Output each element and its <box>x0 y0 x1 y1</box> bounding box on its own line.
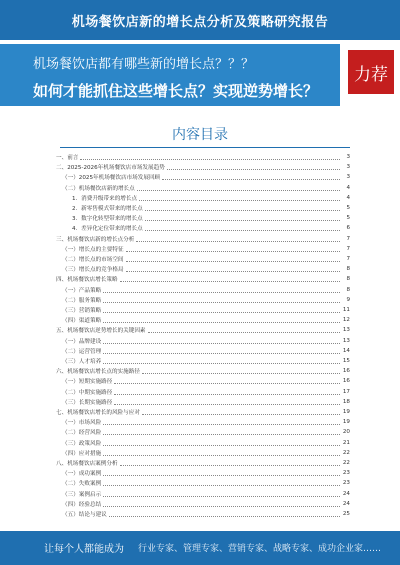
toc-leader-dots <box>103 480 340 486</box>
toc-entry[interactable] <box>62 346 350 356</box>
toc-entry-text: （三）营销策略 <box>62 308 102 314</box>
toc-entry-text: （二）运营管理 <box>62 348 102 355</box>
toc-entry[interactable] <box>62 509 350 519</box>
toc-entry[interactable] <box>62 478 350 488</box>
toc-entry-page: 9 <box>346 296 350 303</box>
toc-entry[interactable] <box>62 499 350 509</box>
toc-leader-dots <box>103 419 340 425</box>
report-title: 机场餐饮店新的增长点分析及策略研究报告 <box>71 14 329 30</box>
toc-entry-page: 22 <box>342 460 350 466</box>
toc-entry-page: 7 <box>346 235 350 242</box>
question-line-2: 如何才能抓住这些增长点？实现逆势增长？ <box>33 82 319 100</box>
toc-leader-dots <box>142 368 340 374</box>
toc-entry[interactable] <box>62 427 350 437</box>
toc-entry[interactable] <box>56 152 350 162</box>
toc-entry-text: 1．消费升级带来的增长点 <box>72 195 138 202</box>
toc-entry-text: 七、机场餐饮店增长的风险与应对 <box>56 410 140 416</box>
toc-entry-page: 16 <box>342 378 350 385</box>
toc-entry-page: 6 <box>346 225 350 232</box>
recommend-badge <box>348 50 394 94</box>
toc-leader-dots <box>109 511 340 517</box>
toc-entry[interactable] <box>62 305 350 315</box>
toc-entry-text: （一）市场风险 <box>62 420 102 427</box>
toc-entry-page: 5 <box>346 215 350 222</box>
toc-leader-dots <box>103 470 340 476</box>
toc-leader-dots <box>103 429 340 435</box>
toc-leader-dots <box>136 236 340 242</box>
toc-leader-dots <box>103 440 340 446</box>
toc-entry-text: （一）短期实施路径 <box>62 379 113 386</box>
toc-entry[interactable] <box>56 407 350 417</box>
toc-entry-text: （二）失败案例 <box>62 481 102 488</box>
toc-entry-text: （三）案例启示 <box>62 491 102 498</box>
toc-leader-dots <box>167 164 340 170</box>
toc-leader-dots <box>139 195 340 201</box>
toc-leader-dots <box>148 327 340 333</box>
toc-leader-dots <box>114 389 340 395</box>
toc-entry-page: 3 <box>346 154 350 160</box>
toc-entry-page: 3 <box>346 164 350 171</box>
toc-entry-page: 15 <box>342 358 350 364</box>
toc-leader-dots <box>120 460 340 466</box>
toc-entry-text: （二）经营风险 <box>62 430 102 437</box>
toc-entry-text: （二）机场餐饮店新的增长点 <box>62 185 135 192</box>
toc-entry[interactable] <box>72 203 350 213</box>
toc-entry-page: 3 <box>346 174 350 181</box>
toc-entry-text: （三）政策风险 <box>62 440 102 447</box>
toc-entry-text: 五、机场餐饮店逆势增长的关键因素 <box>56 328 146 335</box>
toc-entry-page: 11 <box>342 307 350 313</box>
toc-entry-text: （三）增长点的竞争格局 <box>62 267 124 274</box>
toc-entry-text: （一）成功案例 <box>62 471 102 478</box>
toc-entry[interactable] <box>62 489 350 499</box>
toc-entry-page: 24 <box>342 490 350 497</box>
toc-entry-text: 3．数字化转型带来的增长点 <box>72 216 143 223</box>
toc-entry[interactable] <box>62 376 350 386</box>
toc-entry-text: （二）增长点的市场空间 <box>62 257 124 263</box>
toc-entry[interactable] <box>62 315 350 325</box>
toc-entry[interactable] <box>62 183 350 193</box>
toc-entry[interactable] <box>62 336 350 346</box>
toc-title: 内容目录 <box>172 127 228 143</box>
toc-leader-dots <box>103 297 340 303</box>
toc-entry[interactable] <box>56 234 350 244</box>
toc-entry[interactable] <box>62 448 350 458</box>
toc-entry-page: 8 <box>346 286 350 293</box>
toc-entry-text: （一）产品策略 <box>62 287 102 294</box>
toc-entry-page: 14 <box>342 347 350 354</box>
toc-leader-dots <box>126 266 340 272</box>
toc-leader-dots <box>80 154 340 160</box>
footer-slogan: 让每个人都能成为 <box>44 544 124 555</box>
toc-entry-page: 23 <box>342 470 350 477</box>
toc-leader-dots <box>120 276 340 282</box>
toc-entry-text: （一）2025年机场餐饮店市场发展回顾 <box>62 175 161 182</box>
toc-entry[interactable] <box>62 254 350 264</box>
toc-entry[interactable] <box>62 468 350 478</box>
toc-entry-text: （四）经验总结 <box>62 501 102 508</box>
toc-entry[interactable] <box>62 172 350 182</box>
toc-entry-text: 三、机场餐饮店新的增长点分析 <box>56 236 135 243</box>
toc-entry-text: 二、2025-2026年机场餐饮店市场发展趋势 <box>56 165 165 172</box>
toc-entry[interactable] <box>72 193 350 203</box>
toc-leader-dots <box>103 287 340 293</box>
toc-entry-page: 7 <box>346 256 350 262</box>
toc-entry[interactable] <box>56 458 350 468</box>
toc-leader-dots <box>145 215 340 221</box>
toc-leader-dots <box>114 378 340 384</box>
toc-leader-dots <box>145 225 340 231</box>
toc-entry-page: 19 <box>342 409 350 415</box>
toc-entry-page: 7 <box>346 245 350 252</box>
toc-entry[interactable] <box>72 223 350 233</box>
toc-leader-dots <box>103 501 340 507</box>
toc-leader-dots <box>114 399 340 405</box>
toc-leader-dots <box>145 205 340 211</box>
toc-entry-page: 13 <box>342 337 350 344</box>
toc-entry[interactable] <box>56 274 350 284</box>
toc-entry-page: 25 <box>342 511 350 517</box>
toc-entry-text: （四）渠道策略 <box>62 318 102 325</box>
toc-entry-page: 4 <box>346 184 350 191</box>
toc-entry-text: 4．差异化定位带来的增长点 <box>72 226 143 233</box>
toc-entry[interactable] <box>56 162 350 172</box>
toc-leader-dots <box>103 317 340 323</box>
toc-leader-dots <box>142 409 340 415</box>
toc-divider <box>60 147 350 148</box>
toc-entry[interactable] <box>62 244 350 254</box>
toc-entry[interactable] <box>56 325 350 335</box>
toc-entry[interactable] <box>56 366 350 376</box>
toc-leader-dots <box>103 348 340 354</box>
toc-entry[interactable] <box>62 356 350 366</box>
toc-entry-page: 23 <box>342 480 350 487</box>
toc-entry[interactable] <box>62 285 350 295</box>
toc-entry[interactable] <box>62 295 350 305</box>
toc-entry-page: 13 <box>342 327 350 334</box>
toc-entry[interactable] <box>62 264 350 274</box>
toc-entry-page: 16 <box>342 368 350 375</box>
toc-entry-text: 六、机场餐饮店增长点的实施路径 <box>56 369 140 376</box>
toc-leader-dots <box>126 246 340 252</box>
toc-entry-page: 5 <box>346 205 350 211</box>
toc-entry-text: 2．新零售模式带来的增长点 <box>72 206 143 212</box>
toc-leader-dots <box>103 491 340 497</box>
toc-entry-text: （一）增长点的主要特征 <box>62 246 124 253</box>
question-line-1: 机场餐饮店都有哪些新的增长点？？？ <box>33 57 255 72</box>
toc-entry-page: 21 <box>342 439 350 446</box>
toc-entry-page: 8 <box>346 276 350 283</box>
toc-entry-page: 24 <box>342 500 350 507</box>
toc-leader-dots <box>103 450 340 456</box>
toc-entry-page: 20 <box>342 429 350 436</box>
toc-leader-dots <box>162 174 340 180</box>
toc-entry[interactable] <box>62 387 350 397</box>
toc-entry-text: 八、机场餐饮店案例分析 <box>56 461 118 467</box>
toc-entry-text: （三）长期实施路径 <box>62 399 113 406</box>
toc-entry-text: 四、机场餐饮店增长策略 <box>56 277 118 284</box>
toc-leader-dots <box>103 307 340 313</box>
toc-entry-page: 8 <box>346 266 350 273</box>
toc-leader-dots <box>103 358 340 364</box>
report-header-bar <box>0 0 400 40</box>
toc-leader-dots <box>103 338 340 344</box>
toc-entry-page: 12 <box>342 317 350 324</box>
toc-leader-dots <box>126 256 340 262</box>
toc-entry-text: （二）中期实施路径 <box>62 389 113 396</box>
toc-entry[interactable] <box>62 417 350 427</box>
toc-entry-page: 18 <box>342 398 350 405</box>
footer-tagline: 行业专家、管理专家、营销专家、战略专家、成功企业家…… <box>138 544 382 554</box>
recommend-badge-text: 力荐 <box>354 64 388 85</box>
toc-entry-text: （二）服务策略 <box>62 297 102 304</box>
toc-entry-page: 22 <box>342 449 350 456</box>
toc-entry-text: （四）应对措施 <box>62 450 102 457</box>
toc-entry[interactable] <box>62 397 350 407</box>
toc-entry-page: 4 <box>346 194 350 201</box>
toc-entry[interactable] <box>62 438 350 448</box>
toc-entry-text: 一、前言 <box>56 155 79 161</box>
toc-entry-page: 19 <box>342 419 350 426</box>
toc-leader-dots <box>137 185 340 191</box>
toc-entry-text: （五）结论与建议 <box>62 512 107 518</box>
toc-entry-text: （一）品牌建设 <box>62 338 102 345</box>
toc-entry-text: （三）人才培养 <box>62 359 102 365</box>
toc-entry-page: 17 <box>342 388 350 395</box>
toc-entry[interactable] <box>72 213 350 223</box>
